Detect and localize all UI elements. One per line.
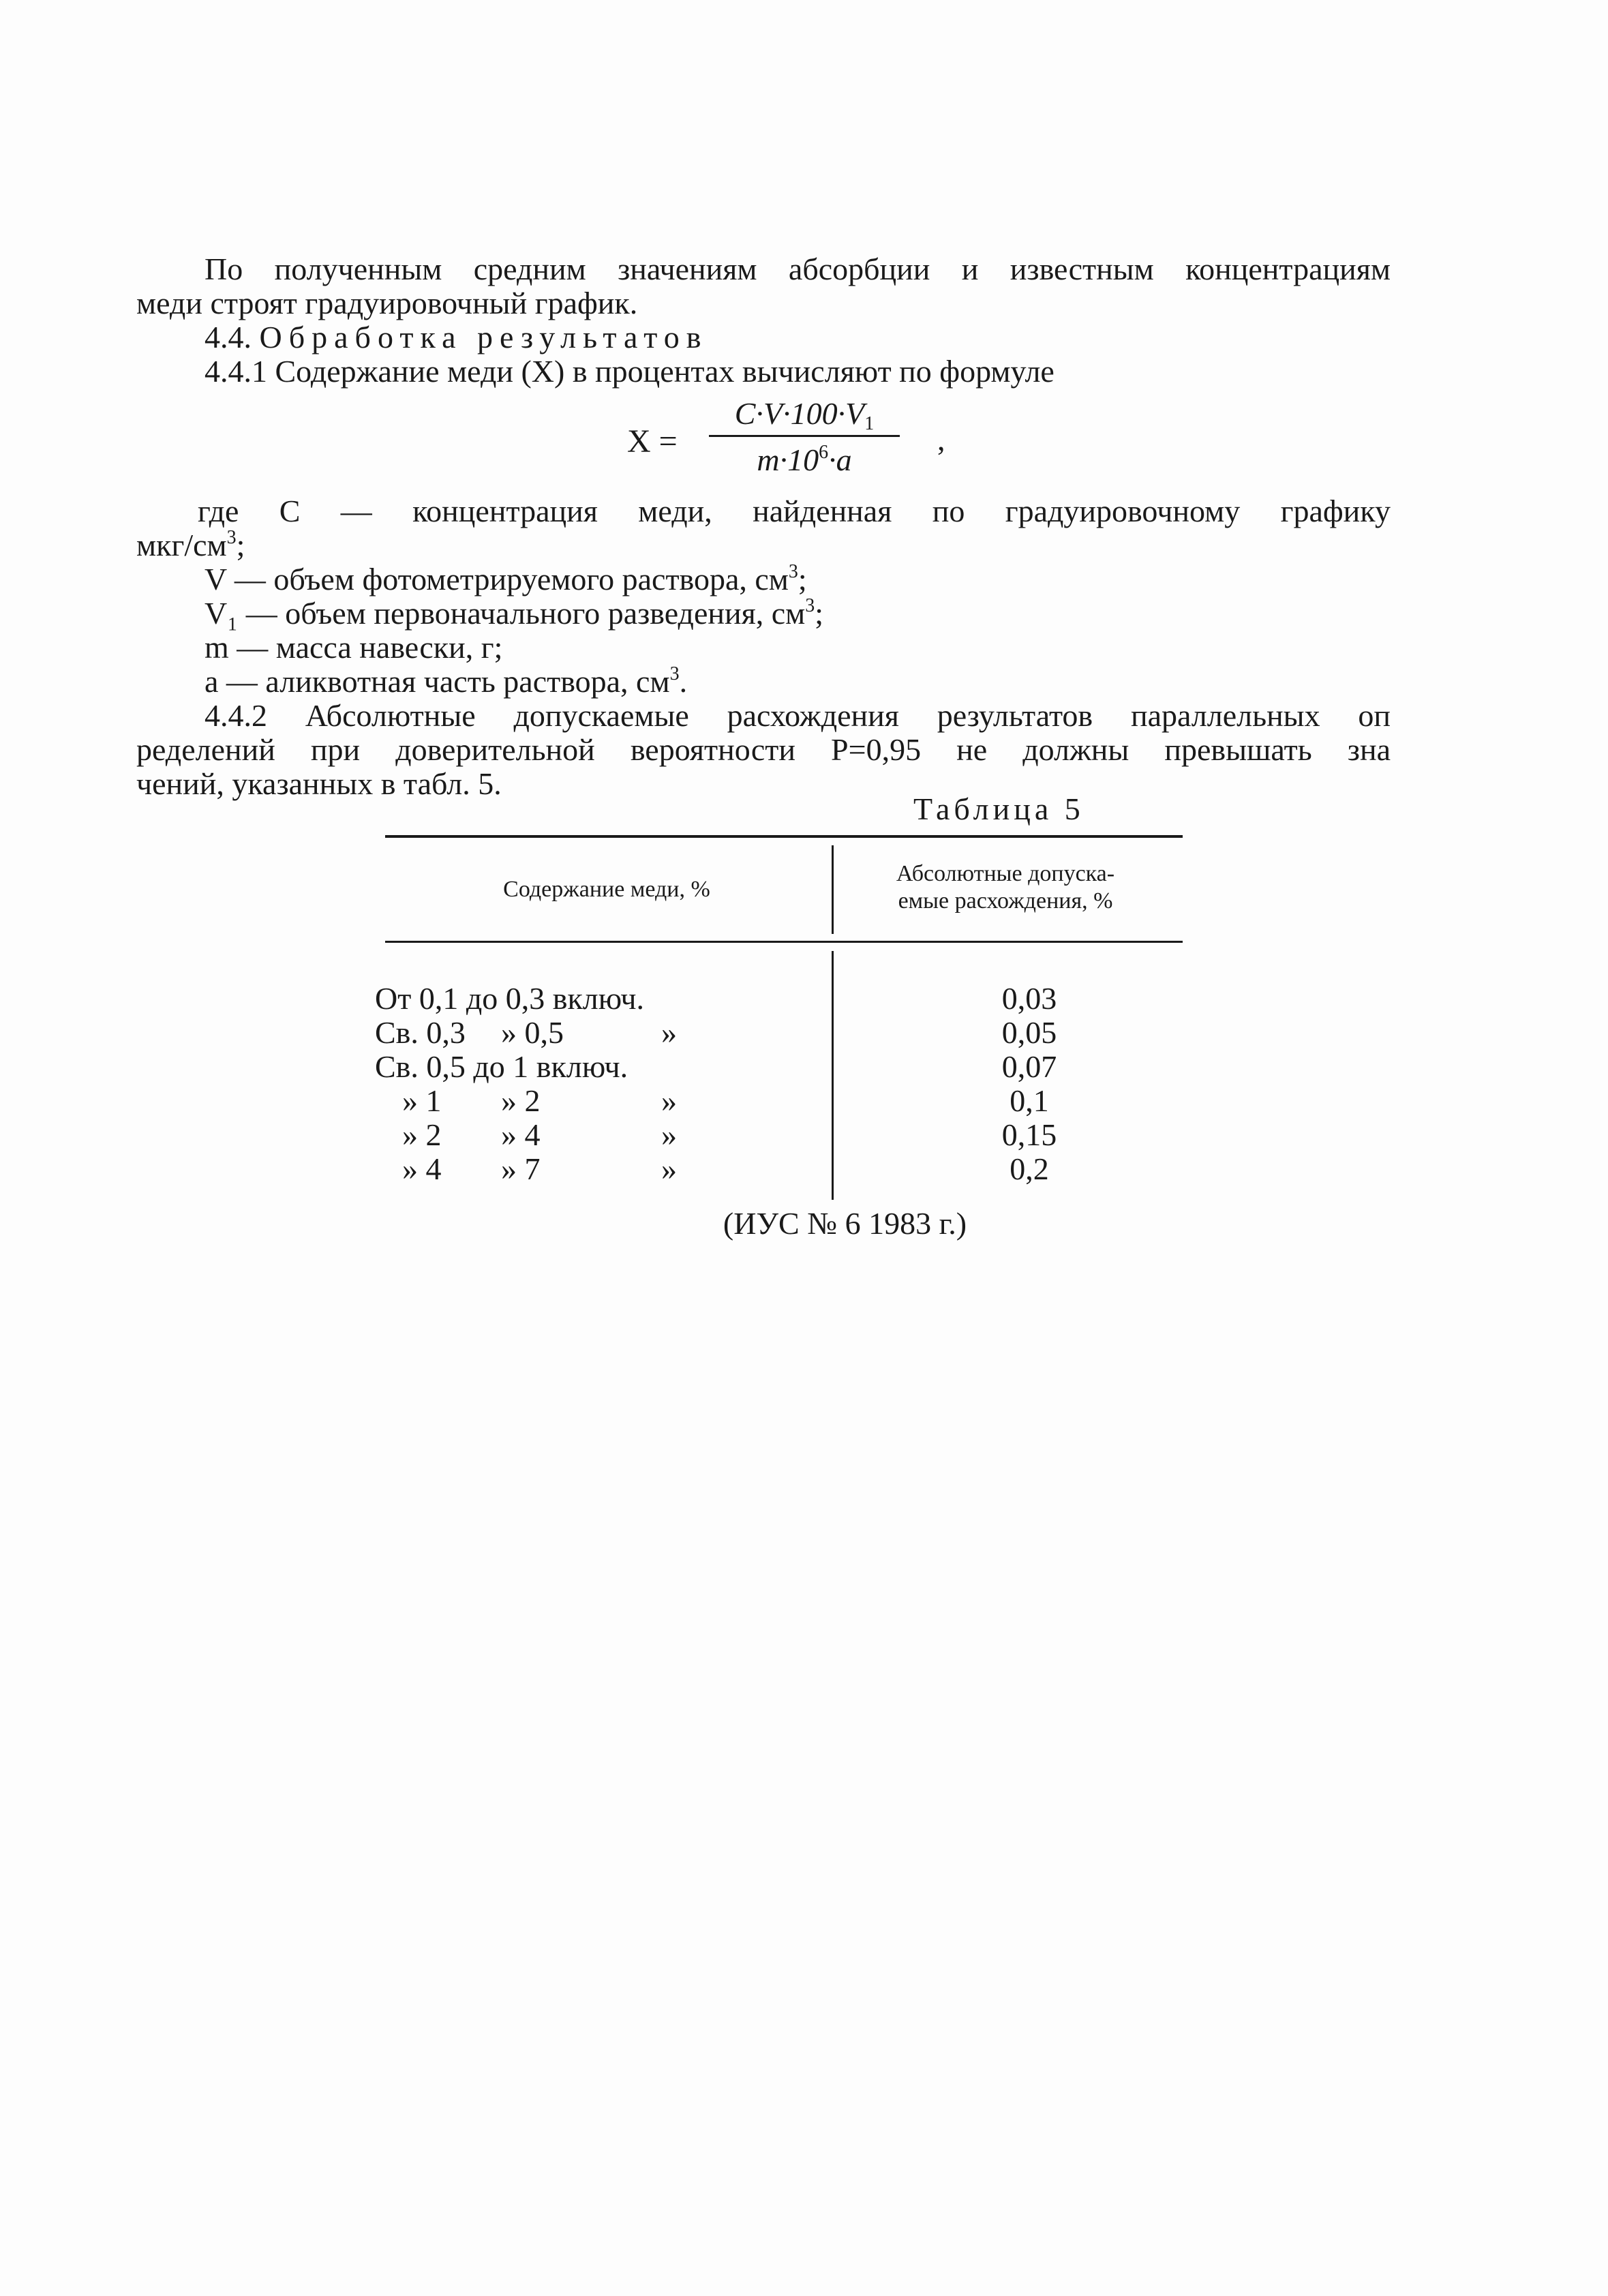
where-line: m — масса навески, г;: [204, 630, 503, 665]
table-row: » 1 » 2 »: [402, 1083, 677, 1118]
table-header-divider: [832, 845, 834, 934]
table-value: 0,2: [1010, 1151, 1049, 1186]
table-value: 0,03: [1001, 981, 1057, 1016]
paragraph-line: 4.4.2 Абсолютные допускаемые расхождения результатов параллельных оп: [204, 698, 1391, 733]
table-top-rule: [385, 835, 1183, 838]
where-line: где C — концентрация меди, найденная по градуировочному графику: [198, 494, 1391, 528]
where-line: мкг/$см^3$;: [136, 527, 245, 562]
paragraph-line: чений, указанных в табл. 5.: [136, 766, 502, 801]
where-line: V₁ — объем первоначального разведения, $см^3$;: [204, 595, 824, 631]
paragraph-line: меди строят градуировочный график.: [136, 286, 638, 320]
table-value: 0,07: [1001, 1049, 1057, 1084]
column-header-tolerance: Абсолютные допуска- емые расхождения, %: [896, 861, 1115, 913]
table-row: » 4 » 7 »: [402, 1151, 677, 1186]
fraction-bar: [709, 435, 900, 437]
table-row: Св. 0,3 » 0,5 »: [375, 1015, 677, 1050]
column-header-content: Содержание меди, %: [503, 877, 710, 902]
paragraph-line: По полученным средним значениям абсорбции и известным концентрациям: [204, 252, 1391, 286]
table-value: 0,05: [1001, 1015, 1057, 1050]
table-row: Св. 0,5 до 1 включ.: [375, 1049, 628, 1084]
table-row: » 2 » 4 »: [402, 1117, 677, 1152]
formula-denominator: $m\cdot 10^6\cdot a$: [757, 442, 852, 477]
table-value: 0,15: [1001, 1117, 1057, 1152]
section-heading: [204, 320, 708, 354]
section-title: Обработка результатов: [259, 320, 708, 354]
formula-lhs: X =: [627, 423, 678, 459]
where-line: V — объем фотометрируемого раствора, $см^3$;: [204, 561, 807, 596]
paragraph-line: 4.4.1 Содержание меди (X) в процентах вычисляют по формуле: [204, 354, 1055, 389]
where-line: a — аликвотная часть раствора, $см^3$.: [204, 663, 688, 699]
table-value: 0,1: [1010, 1083, 1049, 1118]
formula-comma: ,: [937, 422, 945, 457]
copper-formula: [627, 395, 982, 484]
paragraph-line: ределений при доверительной вероятности P=0,95 не должны превышать зна: [136, 732, 1391, 767]
formula-numerator: $C\cdot V\cdot 100\cdot V_1$: [734, 396, 875, 434]
section-number: 4.4.: [204, 320, 252, 354]
table-caption: Таблица 5: [913, 791, 1084, 826]
table-row: От 0,1 до 0,3 включ.: [375, 981, 644, 1016]
table-header-rule: [385, 941, 1183, 943]
amendment-note: (ИУС № 6 1983 г.): [723, 1206, 967, 1241]
